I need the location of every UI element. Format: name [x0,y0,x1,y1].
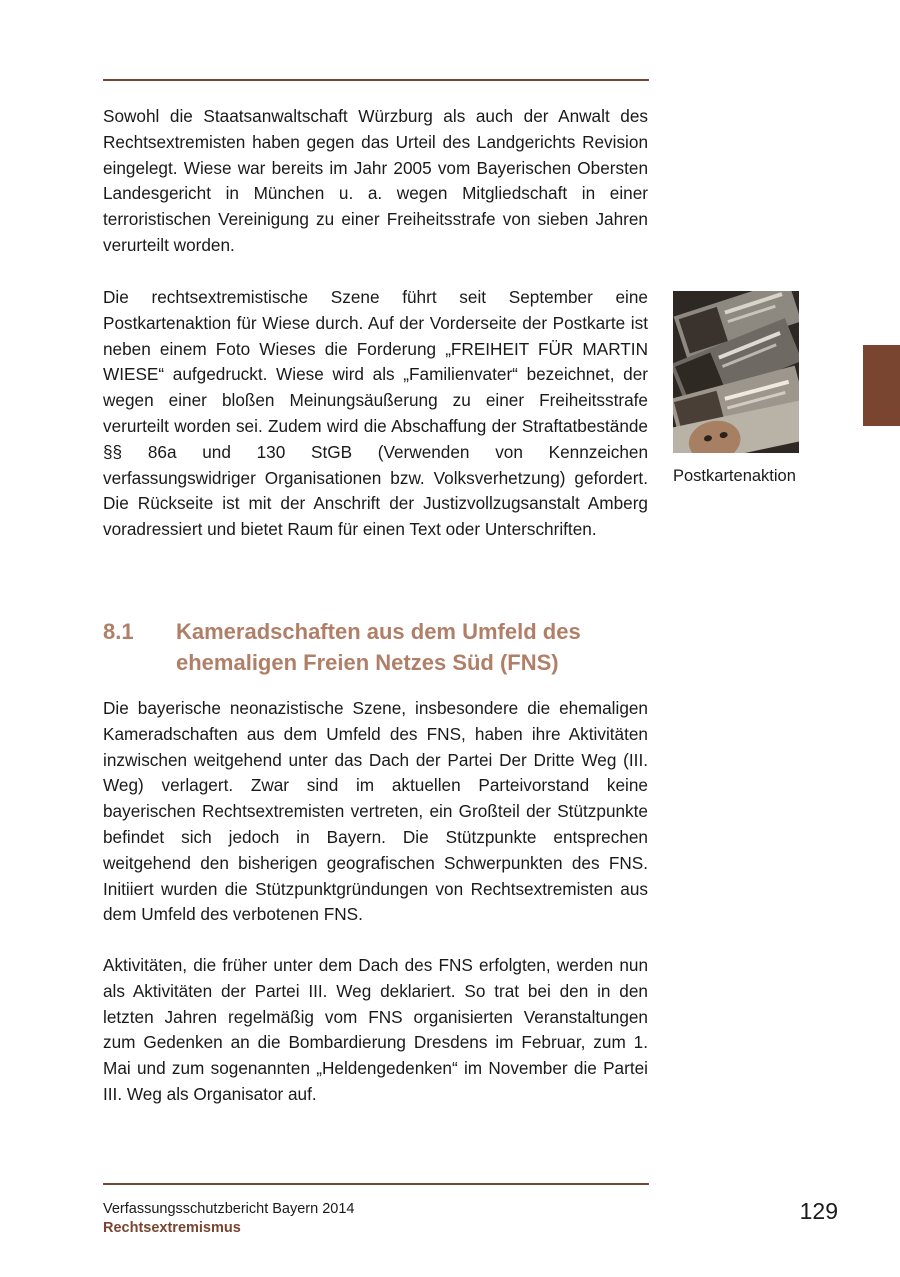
section-number: 8.1 [103,619,134,644]
paragraph-activities: Aktivitäten, die früher unter dem Dach des FNS erfolgten, werden nun als Aktivitäten der Partei III. Weg deklariert. So trat bei den in den letzten Jahren regelmäßig vom FNS organisierten Veranstaltungen zum Gedenken an die Bombardierung Dresdens im Februar, zum 1. Mai und zum sogenannten „Heldengedenken“ im November die Partei III. Weg als Organisator auf. [103,955,648,1104]
chapter-tab-marker [863,345,900,426]
postcard-photo [673,291,799,453]
paragraph-neonazi-scene: Die bayerische neonazistische Szene, insbesondere die ehemaligen Kameradschaften aus dem Umfeld des FNS, haben ihre Aktivitäten inzwischen weitgehend unter das Dach der Partei Der Dritte Weg (III. Weg) verlagert. Zwar sind im aktuellen Parteivorstand keine bayerischen Rechtsextremisten vertreten, ein Großteil der Stützpunkte befindet sich jedoch in Bayern. Die Stützpunkte entsprechen weitgehend den bisherigen geografischen Schwerpunkten des FNS. Initiiert wurden die Stützpunktgründungen von Rechtsextremisten aus dem Umfeld des verbotenen FNS. [103,698,648,925]
paragraph-postcard-campaign: Die rechtsextremistische Szene führt seit September eine Postkartenaktion für Wiese durch. Auf der Vorderseite der Postkarte ist neben einem Foto Wieses die Forderung „FREIHEIT FÜR MARTIN WIESE“ aufgedruckt. Wiese wird als „Familienvater“ bezeichnet, der wegen einer bloßen Meinungsäußerung zu einer Freiheitsstrafe verurteilt worden sei. Zudem wird die Abschaffung der Straftatbestände §§ 86a und 130 StGB (Verwenden von Kennzeichen verfassungswidriger Organisationen bzw. Volksverhetzung) gefordert. Die Rückseite ist mit der Anschrift der Justizvollzugsanstalt Amberg voradressiert und bietet Raum für einen Text oder Unterschriften. [103,287,648,540]
footer-report-title: Verfassungsschutzbericht Bayern 2014 [103,1201,355,1217]
footer-chapter-title: Rechtsextremismus [103,1220,241,1236]
paragraph-revision: Sowohl die Staatsanwaltschaft Würzburg als auch der Anwalt des Rechtsextremisten haben gegen das Urteil des Landgerichts Revision eingelegt. Wiese war bereits im Jahr 2005 vom Bayerischen Obersten Landesgericht in München u. a. wegen Mitgliedschaft in einer terroristischen Vereinigung zu einer Freiheitsstrafe von sieben Jahren verurteilt worden. [103,106,648,255]
page-number: 129 [799,1198,838,1224]
figure-caption: Postkartenaktion [673,467,796,485]
section-title: Kameradschaften aus dem Umfeld des ehemaligen Freien Netzes Süd (FNS) [176,619,581,675]
bottom-rule [103,1183,649,1185]
top-rule [103,79,649,81]
